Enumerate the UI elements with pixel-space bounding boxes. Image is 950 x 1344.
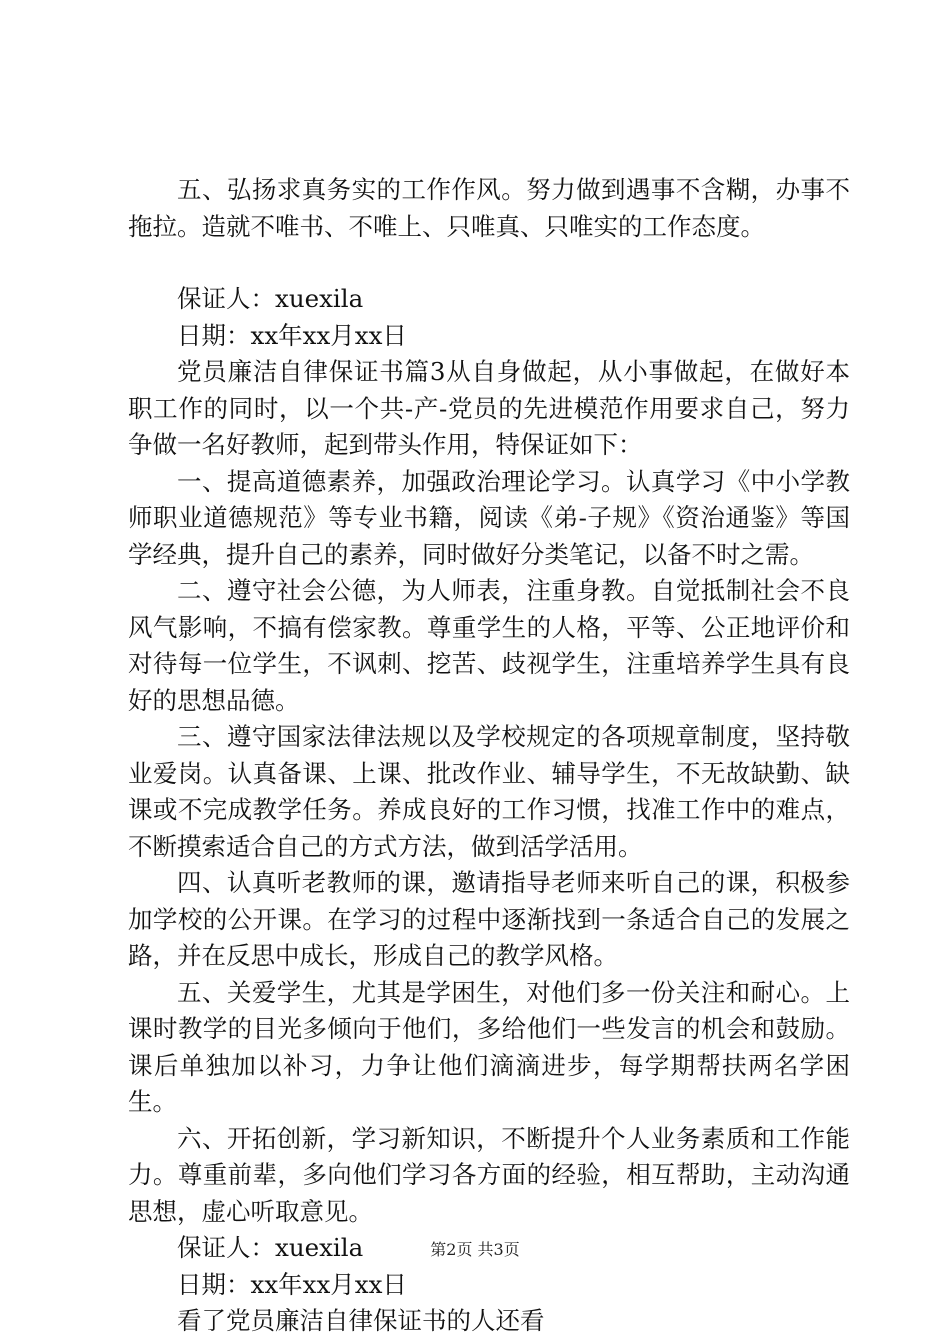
paragraph-intro: 党员廉洁自律保证书篇3从自身做起，从小事做起，在做好本职工作的同时，以一个共-产-党员的先进模范作用要求自己，努力争做一名好教师，起到带头作用，特保证如下：: [128, 357, 850, 459]
paragraph-item-6: 六、开拓创新，学习新知识，不断提升个人业务素质和工作能力。尊重前辈，多向他们学习各方面的经验，相互帮助，主动沟通思想，虚心听取意见。: [128, 1123, 850, 1226]
paragraph-work-style: 五、弘扬求真务实的工作作风。努力做到遇事不含糊，办事不拖拉。造就不唯书、不唯上、只唯真、只唯实的工作态度。: [128, 175, 850, 241]
guarantor-line: 保证人：xuexila: [177, 284, 364, 313]
paragraph-item-2: 二、遵守社会公德，为人师表，注重身教。自觉抵制社会不良风气影响，不搞有偿家教。尊重学生的人格，平等、公正地评价和对待每一位学生，不讽刺、挖苦、歧视学生，注重培养学生具有良好的思想品德。: [128, 576, 850, 715]
date-line: 日期：xx年xx月xx日: [177, 320, 407, 350]
page-number: 第2页 共3页: [430, 1240, 520, 1259]
paragraph-item-3: 三、遵守国家法律法规以及学校规定的各项规章制度，坚持敬业爱岗。认真备课、上课、批改作业、辅导学生，不无故缺勤、缺课或不完成教学任务。养成良好的工作习惯，找准工作中的难点，不断摸索适合自己的方式方法，做到活学活用。: [128, 722, 850, 861]
paragraph-item-1: 一、提高道德素养，加强政治理论学习。认真学习《中小学教师职业道德规范》等专业书籍，阅读《弟-子规》《资治通鉴》等国学经典，提升自己的素养，同时做好分类笔记，以备不时之需。: [128, 466, 850, 569]
document-body: [128, 172, 850, 1340]
paragraph-item-5: 五、关爱学生，尤其是学困生，对他们多一份关注和耐心。上课时教学的目光多倾向于他们，多给他们一些发言的机会和鼓励。课后单独加以补习，力争让他们滴滴进步，每学期帮扶两名学困生。: [128, 977, 850, 1116]
paragraph-item-4: 四、认真听老教师的课，邀请指导老师来听自己的课，积极参加学校的公开课。在学习的过程中逐渐找到一条适合自己的发展之路，并在反思中成长，形成自己的教学风格。: [128, 868, 850, 970]
related-reading-line: 看了党员廉洁自律保证书的人还看: [177, 1306, 545, 1335]
blank-line: [128, 245, 850, 281]
guarantor-line: 保证人：xuexila: [177, 1233, 364, 1262]
date-line: 日期：xx年xx月xx日: [177, 1269, 407, 1299]
